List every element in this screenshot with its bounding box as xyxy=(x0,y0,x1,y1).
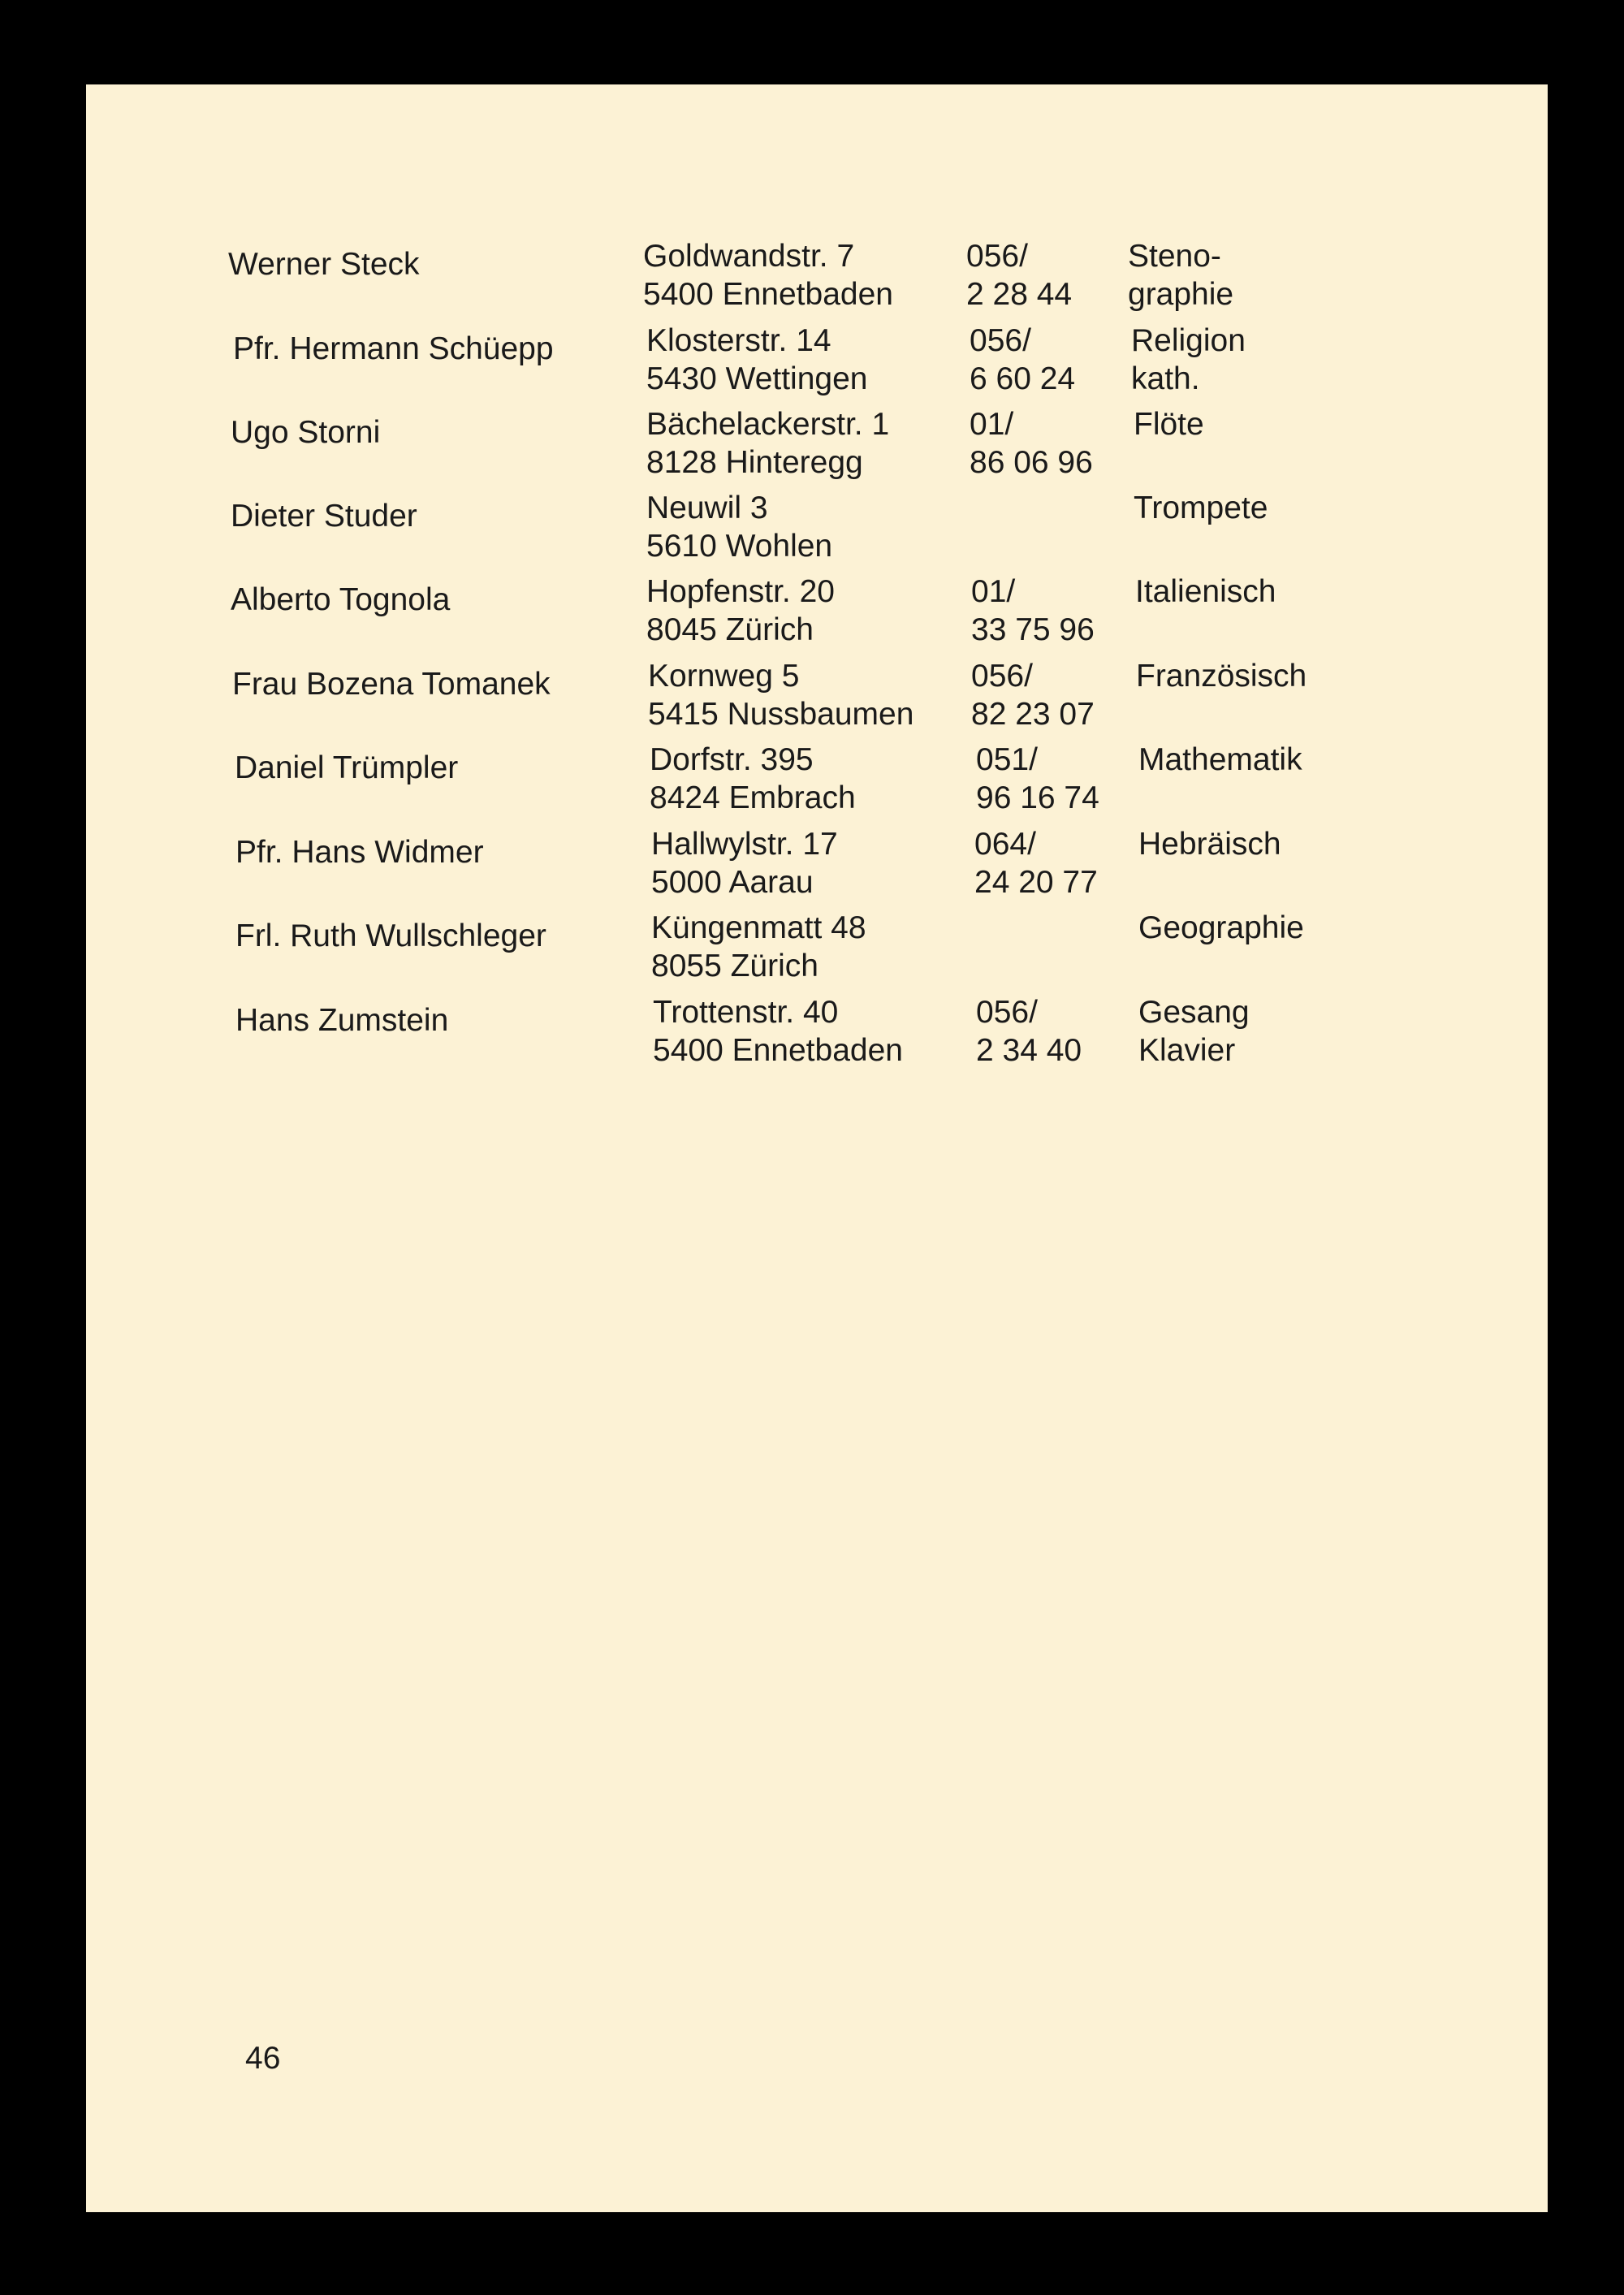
phone-number: 33 75 96 xyxy=(971,612,1095,647)
postal-city: 5400 Ennetbaden xyxy=(643,277,893,312)
person-name: Pfr. Hermann Schüepp xyxy=(233,331,554,366)
directory-entry xyxy=(86,993,1548,1074)
person-name: Alberto Tognola xyxy=(231,582,451,617)
address xyxy=(646,405,889,482)
postal-city: 5430 Wettingen xyxy=(646,361,868,396)
directory-entry xyxy=(86,405,1548,486)
address xyxy=(651,909,866,985)
person-name: Ugo Storni xyxy=(231,415,381,450)
area-code: 056/ xyxy=(970,323,1031,358)
street: Neuwil 3 xyxy=(646,491,768,525)
telephone xyxy=(966,237,1072,313)
phone-number: 6 60 24 xyxy=(970,361,1076,396)
phone-number: 2 34 40 xyxy=(976,1033,1082,1068)
page-number: 46 xyxy=(245,2041,281,2076)
telephone xyxy=(971,573,1095,649)
subject: Mathematik xyxy=(1138,742,1302,777)
area-code: 056/ xyxy=(966,239,1028,274)
postal-city: 5610 Wohlen xyxy=(646,529,833,564)
street: Küngenmatt 48 xyxy=(651,910,866,945)
area-code: 01/ xyxy=(971,574,1016,609)
directory-entry xyxy=(86,573,1548,654)
address xyxy=(650,741,856,817)
street: Hallwylstr. 17 xyxy=(651,827,838,862)
subject: Trompete xyxy=(1134,491,1268,525)
telephone xyxy=(976,741,1099,817)
postal-city: 5415 Nussbaumen xyxy=(648,697,914,732)
telephone xyxy=(974,825,1098,901)
person-name: Frl. Ruth Wullschleger xyxy=(235,918,546,953)
phone-number: 96 16 74 xyxy=(976,780,1099,815)
directory-entry xyxy=(86,825,1548,906)
area-code: 051/ xyxy=(976,742,1038,777)
subject: Steno- graphie xyxy=(1128,239,1234,312)
street: Klosterstr. 14 xyxy=(646,323,831,358)
postal-city: 8055 Zürich xyxy=(651,949,818,983)
subject: Hebräisch xyxy=(1138,827,1281,862)
street: Dorfstr. 395 xyxy=(650,742,814,777)
person-name: Daniel Trümpler xyxy=(235,750,459,785)
phone-number: 86 06 96 xyxy=(970,445,1093,480)
telephone xyxy=(971,657,1095,733)
area-code: 064/ xyxy=(974,827,1036,862)
address xyxy=(646,489,832,565)
postal-city: 5000 Aarau xyxy=(651,865,814,900)
subject: Religion kath. xyxy=(1131,323,1246,396)
directory-entry xyxy=(86,237,1548,318)
directory-entry xyxy=(86,489,1548,570)
street: Kornweg 5 xyxy=(648,659,800,694)
telephone xyxy=(970,322,1075,398)
phone-number: 24 20 77 xyxy=(974,865,1098,900)
address xyxy=(651,825,838,901)
subject: Französisch xyxy=(1136,659,1307,694)
postal-city: 5400 Ennetbaden xyxy=(653,1033,903,1068)
area-code: 01/ xyxy=(970,407,1014,442)
document-page xyxy=(86,84,1548,2212)
postal-city: 8045 Zürich xyxy=(646,612,814,647)
postal-city: 8424 Embrach xyxy=(650,780,856,815)
directory-entry xyxy=(86,657,1548,738)
directory-entry xyxy=(86,741,1548,822)
subject: Gesang Klavier xyxy=(1138,995,1250,1068)
area-code: 056/ xyxy=(976,995,1038,1030)
street: Goldwandstr. 7 xyxy=(643,239,855,274)
person-name: Frau Bozena Tomanek xyxy=(232,667,551,702)
person-name: Dieter Studer xyxy=(231,499,417,534)
directory-entry xyxy=(86,909,1548,990)
street: Bächelackerstr. 1 xyxy=(646,407,890,442)
subject: Italienisch xyxy=(1135,574,1276,609)
address xyxy=(646,573,835,649)
address xyxy=(653,993,903,1070)
postal-city: 8128 Hinteregg xyxy=(646,445,863,480)
address xyxy=(646,322,868,398)
street: Hopfenstr. 20 xyxy=(646,574,835,609)
person-name: Hans Zumstein xyxy=(235,1003,449,1038)
person-name: Werner Steck xyxy=(228,247,420,282)
address xyxy=(643,237,893,313)
directory-entry xyxy=(86,322,1548,403)
phone-number: 2 28 44 xyxy=(966,277,1073,312)
area-code: 056/ xyxy=(971,659,1033,694)
subject: Geographie xyxy=(1138,910,1304,945)
telephone xyxy=(970,405,1093,482)
street: Trottenstr. 40 xyxy=(653,995,839,1030)
subject: Flöte xyxy=(1134,407,1204,442)
telephone xyxy=(976,993,1082,1070)
phone-number: 82 23 07 xyxy=(971,697,1095,732)
person-name: Pfr. Hans Widmer xyxy=(235,835,484,870)
address xyxy=(648,657,914,733)
